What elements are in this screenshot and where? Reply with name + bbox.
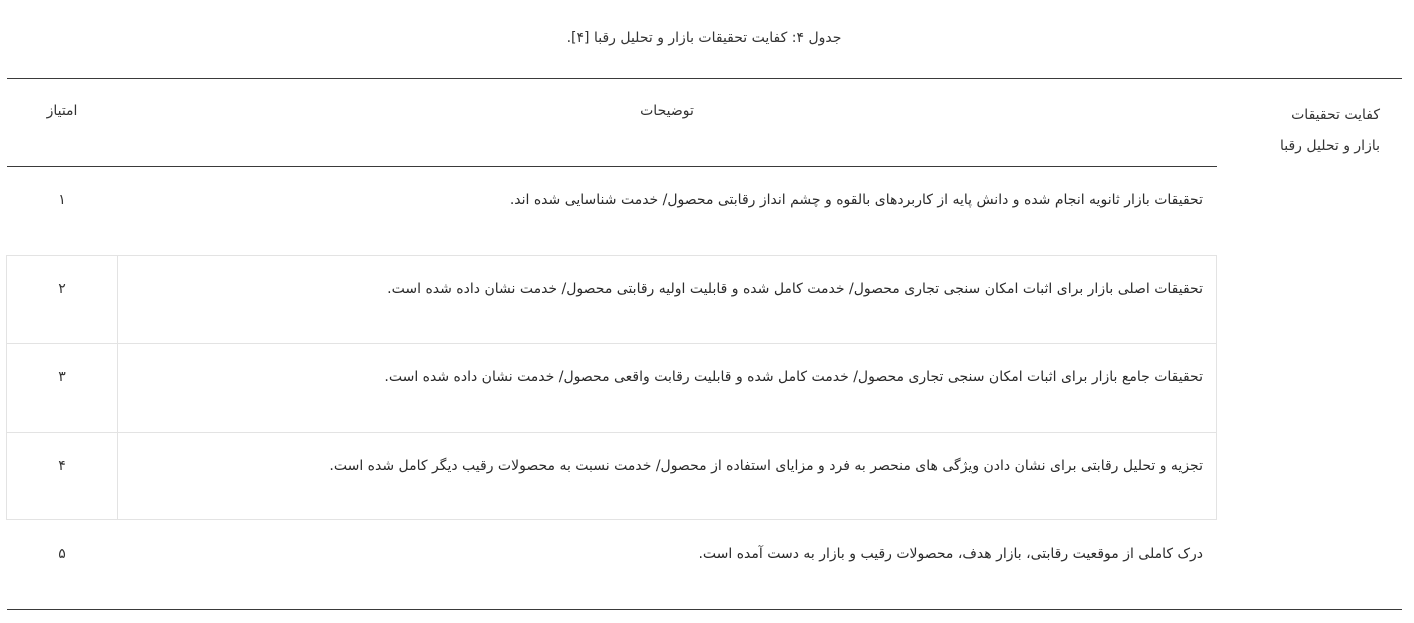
row-description: درک کاملی از موقعیت رقابتی، بازار هدف، محصولات رقیب و بازار به دست آمده است. bbox=[698, 546, 1203, 562]
table-row bbox=[7, 192, 1217, 212]
criteria-label-line1: کفایت تحقیقات bbox=[1291, 107, 1380, 123]
table-caption: جدول ۴: کفایت تحقیقات بازار و تحلیل رقبا [۴]. bbox=[566, 30, 842, 46]
row-score: ۱ bbox=[58, 192, 66, 208]
criteria-label-line2: بازار و تحلیل رقبا bbox=[1279, 138, 1380, 154]
row-divider bbox=[7, 432, 1216, 433]
row-score: ۵ bbox=[58, 546, 66, 562]
row-description: تحقیقات اصلی بازار برای اثبات امکان سنجی تجاری محصول/ خدمت کامل شده و قابلیت اولیه رقابتی محصول/ خدمت نشان داده شده است. bbox=[387, 281, 1203, 297]
table-row bbox=[7, 369, 1217, 389]
row-divider bbox=[7, 343, 1216, 344]
criteria-cell bbox=[1240, 100, 1380, 162]
row-score: ۲ bbox=[58, 281, 66, 297]
header-score: امتیاز bbox=[46, 103, 78, 119]
header-description: توضیحات bbox=[640, 103, 694, 119]
row-description: تحقیقات جامع بازار برای اثبات امکان سنجی تجاری محصول/ خدمت کامل شده و قابلیت رقابت واقعی محصول/ خدمت نشان داده شده است. bbox=[384, 369, 1203, 385]
table-row bbox=[7, 546, 1217, 566]
row-description: تحقیقات بازار ثانویه انجام شده و دانش پایه از کاربردهای بالقوه و چشم انداز رقابتی محصول/ خدمت شناسایی شده اند. bbox=[509, 192, 1203, 208]
table-bottom-rule bbox=[7, 609, 1402, 610]
header-rule bbox=[7, 166, 1217, 167]
table-top-rule bbox=[7, 78, 1402, 79]
row-score: ۴ bbox=[58, 458, 66, 474]
table-row bbox=[7, 281, 1217, 301]
table-row bbox=[7, 458, 1217, 478]
row-score: ۳ bbox=[58, 369, 66, 385]
row-description: تجزیه و تحلیل رقابتی برای نشان دادن ویژگی های منحصر به فرد و مزایای استفاده از محصول/ خدمت نسبت به محصولات رقیب دیگر کامل شده است. bbox=[329, 458, 1203, 474]
